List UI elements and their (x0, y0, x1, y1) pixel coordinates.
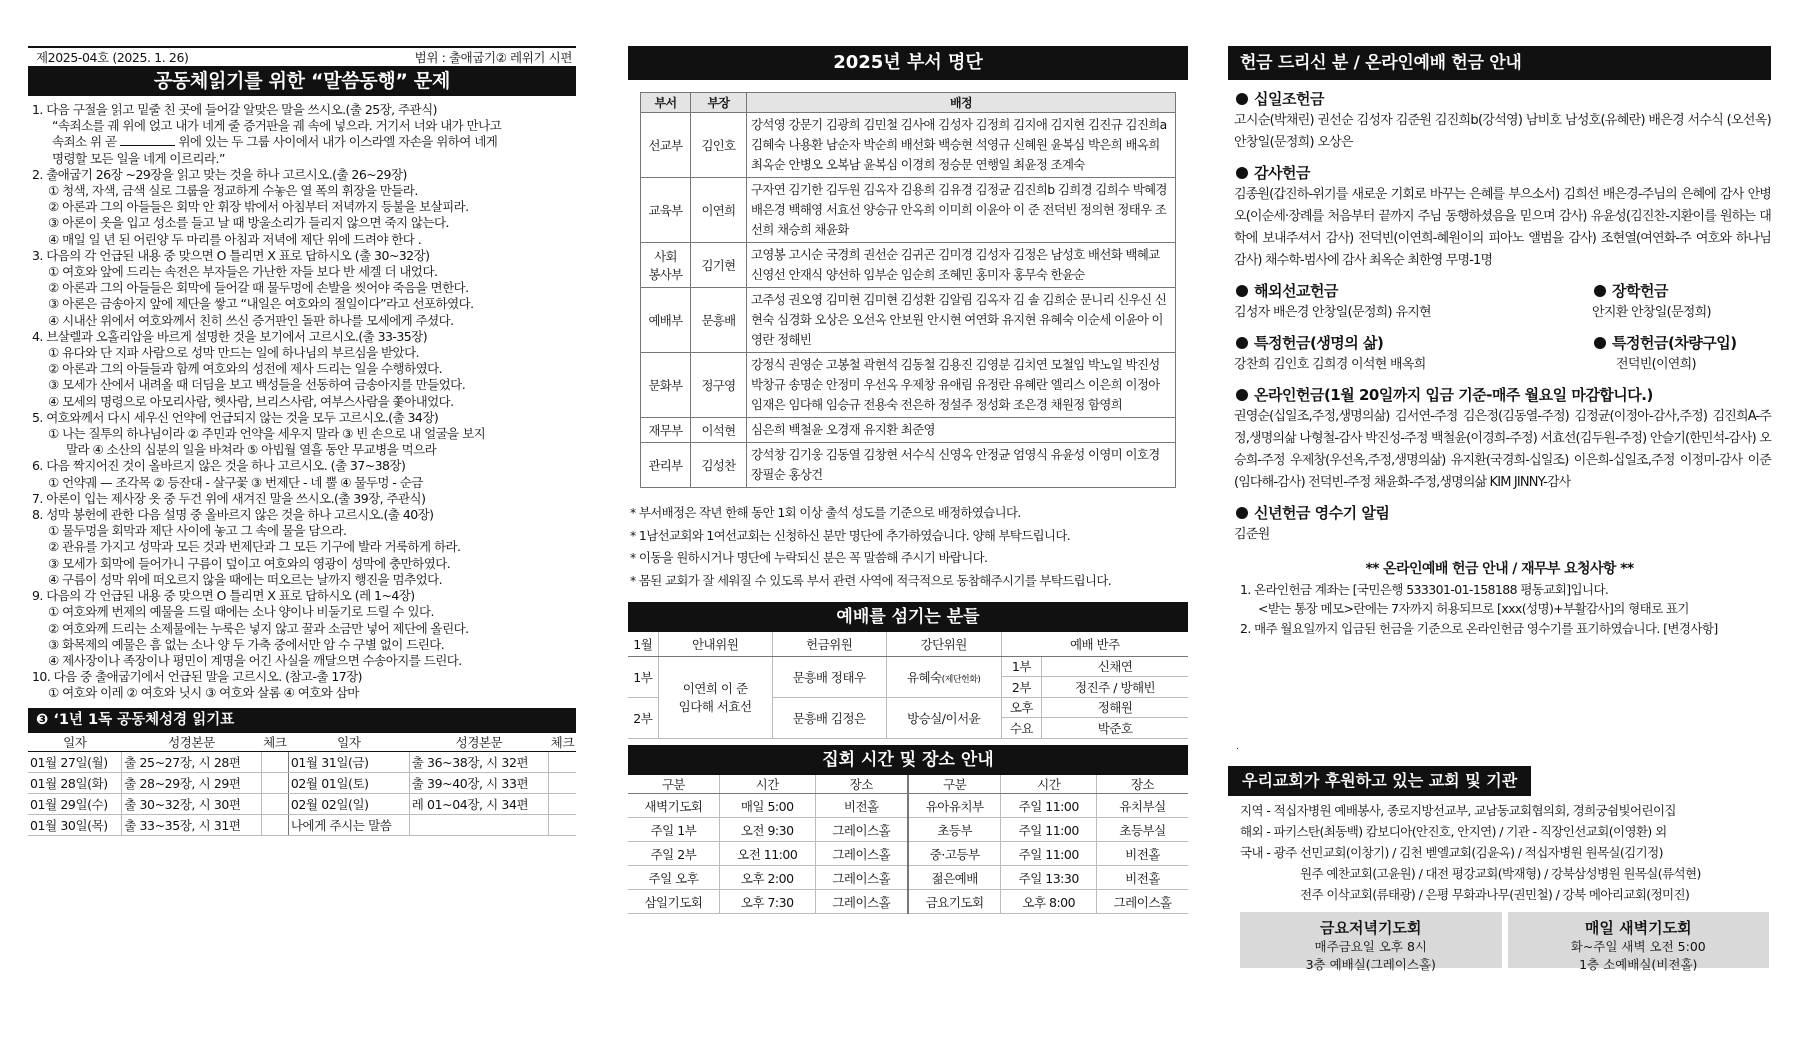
question-text: 5. 여호와께서 다시 세우신 언약에 언급되지 않는 것을 모두 고르시오.(출 34장) (32, 409, 439, 425)
dept-name: 예배부 (641, 288, 691, 353)
meeting-cell: 그레이스홀 (815, 842, 908, 866)
online-section (1228, 384, 1771, 494)
department-column (628, 46, 1188, 914)
issue-header (28, 46, 576, 66)
meeting-cell: 그레이스홀 (1097, 890, 1188, 914)
reading-cell: 02월 01일(토) (288, 772, 409, 793)
worship-header: 1월 (628, 632, 658, 656)
reading-plan-title: ❸ ‘1년 1독 공동체성경 읽기표 (28, 708, 576, 733)
reading-row (28, 793, 576, 814)
online-guide (1228, 560, 1771, 638)
meeting-cell: 비전홀 (815, 794, 908, 818)
note-line: * 몸된 교회가 잘 세워질 수 있도록 부서 관련 사역에 적극적으로 동참해주시기를 부탁드립니다. (630, 572, 1112, 588)
dept-table (640, 92, 1176, 488)
question-option: ② 관유를 가지고 성막과 모든 것과 번제단과 그 모든 기구에 발라 거룩하게 하라. (48, 539, 461, 555)
acc-value: 박준호 (1097, 720, 1133, 736)
question-option: ① 청색, 자색, 금색 실로 그룹을 정교하게 수놓은 열 폭의 휘장을 만들라. (48, 183, 418, 199)
meeting-cell: 주일 13:30 (1001, 866, 1097, 890)
vehicle-heading: 특정헌금(차량구입) (1612, 334, 1737, 352)
question-option: ④ 모세의 명령으로 아모리사람, 헷사람, 브리스사람, 여부스사람을 쫓아내었다. (48, 393, 454, 409)
meeting-header: 장소 (1097, 775, 1188, 794)
meeting-cell: 그레이스홀 (815, 890, 908, 914)
reading-header: 일자 (28, 733, 122, 752)
dept-members: 고영봉 고시순 국경희 권선순 김귀곤 김미경 김성자 김정은 남성호 배선화 백혜교 신영선 안재식 양선하 임부순 임순희 조혜민 홍미자 홍무숙 한윤순 (747, 243, 1176, 288)
online-guide-1: 1. 온라인헌금 계좌는 [국민은행 533301-01-158188 평동교회]입니다. (1240, 581, 1609, 597)
question-option: ④ 구름이 성막 위에 떠오르지 않을 때에는 떠오르는 날까지 행진을 멈추었다. (48, 571, 443, 587)
dept-row (641, 113, 1176, 178)
support-line: 해외 - 파키스탄(최동백) 캄보디아(안진호, 안지연) / 기관 - 직장인선교회(이영환) 외 (1240, 824, 1667, 839)
reading-cell (261, 751, 288, 772)
issue-number: 제2025-04호 (2025. 1. 26) (36, 50, 189, 65)
altar-name: 방승실/이서윤 (907, 710, 981, 726)
acc-key: 수요 (1002, 718, 1042, 738)
dawn-prayer-box (1508, 912, 1770, 972)
question-passage-line (28, 134, 576, 150)
dept-notes (630, 502, 1188, 592)
online-guide-1b: <받는 통장 메모>란에는 7자까지 허용되므로 [xxx(성명)+부활감사]의 형태로 표기 (1258, 601, 1689, 616)
thanks-heading: 감사헌금 (1254, 164, 1310, 182)
dawn-prayer-time: 화~주일 새벽 오전 5:00 (1570, 939, 1706, 954)
meeting-cell: 그레이스홀 (815, 866, 908, 890)
worship-header: 헌금위원 (772, 632, 886, 656)
bullet-icon (1594, 337, 1606, 349)
reading-header: 성경본문 (409, 733, 548, 752)
dept-members: 강석창 김기웅 김동열 김창현 서수식 신영옥 안정균 엄영식 유윤성 이영미 이호경 장필순 홍상건 (747, 443, 1176, 488)
dept-name: 재무부 (641, 418, 691, 443)
question-option: ① 나는 질투의 하나님이라 ② 주민과 언약을 세우지 말라 ③ 빈 손으로 내 얼굴을 보지 (48, 426, 486, 442)
dept-name: 사회 봉사부 (641, 243, 691, 288)
meeting-row (628, 794, 1188, 818)
tithe-section (1228, 88, 1771, 154)
quiz-column (28, 46, 576, 836)
worship-altar (886, 656, 1001, 697)
dept-members: 심은희 백철윤 오경재 유지환 최준영 (747, 418, 1176, 443)
meeting-cell: 오전 11:00 (719, 842, 815, 866)
dept-row (641, 443, 1176, 488)
reading-cell (549, 793, 576, 814)
reading-cell: 01월 31일(금) (288, 751, 409, 772)
online-heading: 온라인헌금(1월 20일까지 입금 기준-매주 월요일 마감합니다.) (1254, 386, 1653, 404)
dept-leader: 김기현 (691, 243, 747, 288)
question-text: 10. 다음 중 출애굽기에서 언급된 말을 고르시오. (참고-출 17장) (32, 669, 363, 685)
friday-prayer-title: 금요저녁기도회 (1320, 919, 1422, 937)
mission-names: 김성자 배은경 안창일(문정희) 유지현 (1234, 305, 1431, 320)
question-text: 2. 출애굽기 26장 ~29장을 읽고 맞는 것을 하나 고르시오.(출 26~29장) (32, 166, 407, 182)
meeting-cell: 주일 오후 (628, 866, 719, 890)
reading-cell: 01월 30일(목) (28, 814, 122, 835)
meeting-cell: 오후 7:30 (719, 890, 815, 914)
issue-range: 범위 : 출애굽기② 레위기 시편 (414, 50, 572, 65)
meeting-cell: 비전홀 (1097, 842, 1188, 866)
question-option: ② 아론과 그의 아들들은 회막에 들어갈 때 물두멍에 손발을 씻어야 죽음을 면한다. (48, 280, 469, 296)
special-heading: 특정헌금(생명의 삶) (1254, 334, 1384, 352)
reading-cell: 출 36~38장, 시 32편 (409, 751, 548, 772)
question-text: 1. 다음 구절을 읽고 밑줄 친 곳에 들어갈 알맞은 말을 쓰시오.(출 25장, 주관식) (32, 102, 437, 117)
meeting-cell: 주일 11:00 (1001, 842, 1097, 866)
prayer-boxes (1240, 912, 1769, 972)
question-text: 3. 다음의 각 언급된 내용 중 맞으면 O 틀리면 X 표로 답하시오 (출 30~32장) (32, 247, 430, 263)
meeting-cell: 초등부실 (1097, 818, 1188, 842)
reading-cell: 출 30~32장, 시 30편 (122, 793, 261, 814)
special-names: 강찬희 김인호 김희경 이석현 배옥희 (1234, 357, 1426, 372)
question-option: ③ 아론은 금송아지 앞에 제단을 쌓고 “내일은 여호와의 절일이다”라고 선포하였다. (48, 296, 474, 312)
dept-header: 부장 (691, 93, 747, 113)
question-option: ① 여호와께 번제의 예물을 드릴 때에는 소나 양이나 비둘기로 드릴 수 있다. (48, 604, 434, 620)
scholar-heading: 장학헌금 (1612, 282, 1668, 300)
worship-header: 안내위원 (658, 632, 772, 656)
question-option: ④ 제사장이나 족장이나 평민이 계명을 어긴 사실을 깨달으면 수송아지를 드린다. (48, 652, 462, 668)
dept-name: 선교부 (641, 113, 691, 178)
acc-key: 2부 (1002, 677, 1042, 697)
reading-cell (261, 793, 288, 814)
acc-value: 신채연 (1042, 657, 1188, 677)
meeting-cell: 매일 5:00 (719, 794, 815, 818)
question-text: 7. 아론이 입는 제사장 옷 중 두건 위에 새겨진 말을 쓰시오.(출 39장, 주관식) (32, 490, 426, 506)
acc-key: 1부 (1002, 657, 1042, 677)
question-option: ① 언약궤 — 조각목 ② 등잔대 - 살구꽃 ③ 번제단 - 네 뿔 ④ 물두멍 - 순금 (48, 474, 423, 490)
friday-prayer-time: 매주금요일 오후 8시 (1314, 939, 1427, 954)
meeting-table (628, 775, 1188, 915)
newyear-names: 김준원 (1234, 527, 1270, 542)
meeting-cell: 그레이스홀 (815, 818, 908, 842)
meeting-header: 구분 (908, 775, 1001, 794)
dept-members: 구자연 김기한 김두원 김옥자 김용희 김유경 김정균 김진희b 김희경 김희수 박혜경 배은경 백해영 서효선 양승규 안옥희 이미희 이윤아 이 준 전덕빈 정의현 정태우 조선희 채승희 채윤화 (747, 178, 1176, 243)
bullet-icon (1594, 285, 1606, 297)
reading-cell: 01월 29일(수) (28, 793, 122, 814)
mission-heading: 해외선교헌금 (1254, 282, 1338, 300)
meeting-title: 집회 시간 및 장소 안내 (628, 745, 1188, 775)
dept-leader: 정구영 (691, 353, 747, 418)
reading-header: 체크 (263, 734, 287, 750)
question-option: ① 여호와 앞에 드리는 속전은 부자들은 가난한 자들 보다 반 세겔 더 내었다. (48, 264, 438, 280)
meeting-cell: 주일 11:00 (1001, 818, 1097, 842)
tithe-heading: 십일조헌금 (1254, 90, 1324, 108)
reading-header: 성경본문 (122, 733, 261, 752)
dept-leader: 김인호 (691, 113, 747, 178)
stray-dot: . (1236, 742, 1239, 752)
acc-value: 정진주 / 방해빈 (1075, 679, 1156, 695)
meeting-cell: 초등부 (908, 818, 1001, 842)
worship-header: 강단위원 (886, 632, 1001, 656)
thanks-names: 김종원(갑진하-위기를 새로운 기회로 바꾸는 은혜를 부으소서) 김희선 배은경-주님의 은혜에 감사 안병오(이순세·장례를 처음부터 끝까지 주님 동행하셨음을 믿으며 감사) 유윤성(김진찬-지환이를 원하는 대학에 보내주셔서 감사) 전덕빈(이연희-혜원이의 피아노 앨범을 감사) 조현열(여연화-주 여호와 하나님 감사) 채수학-범사에 감사 최옥순 최한영 무명-1명 (1234, 187, 1771, 268)
question-option: ④ 매일 일 년 된 어린양 두 마리를 아침과 저녁에 제단 위에 드려야 한다 . (48, 231, 422, 247)
note-line: * 이동을 원하시거나 명단에 누락되신 분은 꼭 말씀해 주시기 바랍니다. (630, 550, 988, 565)
worship-row (628, 656, 1188, 697)
worship-guide (658, 656, 772, 738)
online-names: 권영순(십일조,주정,생명의삶) 김서연-주정 김은정(김동열-주정) 김정균(이정아-감사,주정) 김진희A-주정,생명의삶 나형철-감사 박진성-주정 백철윤(이경희-주정) 서효선(김두원-주정) 안슬기(한민석-감사) 오승희-주정 우제창(우선옥,주정,생명의삶) 유지환(국경희-십일조) 이은희-십일조,주정 이정미-감사 이준(임다해-감사) 전덕빈-주정 채윤화-주정,생명의삶 KIM JINNY-감사 (1234, 409, 1771, 490)
dept-members: 강정식 권영순 고봉철 곽현석 김동철 김용진 김영분 김치연 모철임 박노일 박진성 박창규 송명순 안정미 우선옥 우제창 유애림 유정란 유혜란 엘리스 이은희 이정아 임재은 임다해 임승규 전용숙 전은하 정설주 정성화 조은경 채원정 함영희 (747, 353, 1176, 418)
dept-leader: 김성찬 (691, 443, 747, 488)
meeting-cell: 비전홀 (1097, 866, 1188, 890)
meeting-header: 장소 (815, 775, 908, 794)
reading-cell: 출 25~27장, 시 28편 (122, 751, 261, 772)
guide-name: 임다해 서효선 (678, 699, 752, 714)
dept-header: 부서 (641, 93, 691, 113)
reading-header: 일자 (288, 733, 409, 752)
question-option: ③ 아론이 옷을 입고 성소를 들고 날 때 방울소리가 들리지 않으면 죽지 않는다. (48, 215, 449, 231)
dept-members: 강석영 강문기 김광희 김민철 김사애 김성자 김정희 김지애 김지현 김진규 김진희a 김혜숙 나용환 남순자 박순희 배선화 백승현 석영규 신혜원 윤복심 박은희 배옥희 최옥순 안병오 오복남 윤복심 이경희 정승문 연행일 최윤정 조계숙 (747, 113, 1176, 178)
reading-row (28, 772, 576, 793)
meeting-cell: 젊은예배 (908, 866, 1001, 890)
meeting-cell: 중·고등부 (908, 842, 1001, 866)
question-option: ③ 모세가 산에서 내려올 때 더딤을 보고 백성들을 선동하여 금송아지를 만들었다. (48, 377, 466, 393)
meeting-cell: 삼일기도회 (628, 890, 719, 914)
meeting-header: 시간 (719, 775, 815, 794)
worship-offering: 문흥배 김정은 (772, 697, 886, 738)
meeting-cell: 오전 9:30 (719, 818, 815, 842)
newyear-heading: 신년헌금 영수기 알림 (1254, 504, 1390, 522)
dept-row (641, 178, 1176, 243)
friday-prayer-place: 3층 예배실(그레이스홀) (1305, 957, 1436, 972)
dept-members: 고주성 권오영 김미현 김미현 김성환 김알림 김옥자 김 솔 김희순 문니리 신우신 신현숙 심경화 오상은 오선옥 안보원 안시현 여연화 유지현 유혜숙 이순세 이윤아 이영란 정해빈 (747, 288, 1176, 353)
dept-title: 2025년 부서 명단 (628, 46, 1188, 80)
question-text: 4. 브살렐과 오홀리압을 바르게 설명한 것을 보기에서 고르시오.(출 33-35장) (32, 328, 428, 344)
online-guide-2: 2. 매주 월요일까지 입금된 헌금을 기준으로 온라인헌금 영수기를 표기하였습니다. [변경사항] (1240, 620, 1718, 636)
worship-week: 1부 (628, 656, 658, 697)
meeting-row (628, 842, 1188, 866)
question-option: ① 여호와 이레 ② 여호와 닛시 ③ 여호와 살롬 ④ 여호와 삼마 (48, 685, 359, 701)
reading-header: 체크 (550, 734, 575, 750)
reading-cell: 01월 27일(월) (28, 751, 122, 772)
meeting-cell: 새벽기도회 (628, 794, 719, 818)
question-option: ② 아론과 그의 아들들은 회막 안 휘장 밖에서 아침부터 저녁까지 등불을 보살피라. (48, 199, 469, 215)
answer-blank (120, 134, 175, 146)
question-option: ③ 화목제의 예물은 흠 없는 소나 양 두 가축 중에서만 암 수 구별 없이 드린다. (48, 636, 445, 652)
newyear-section (1228, 502, 1771, 546)
worship-accompanist (1001, 656, 1188, 697)
meeting-cell: 주일 2부 (628, 842, 719, 866)
support-line: 지역 - 적십자병원 예배봉사, 종로지방선교부, 교남동교회협의회, 경희궁쉼빛어린이집 (1240, 803, 1676, 818)
altar-note: (제단헌화) (941, 674, 981, 685)
support-line: 전주 이삭교회(류태광) / 은평 무화과나무(권민철) / 강북 메아리교회(정미진) (1300, 887, 1690, 902)
tithe-names: 고시순(박채린) 권선순 김성자 김준원 김진희b(강석영) 남비호 남성호(유혜란) 배은경 서수식 (오선옥) 안창일(문정희) 오상은 (1234, 113, 1771, 150)
question-option: ① 유다와 단 지파 사람으로 성막 만드는 일에 하나님의 부르심을 받았다. (48, 345, 420, 361)
reading-cell: 출 28~29장, 시 29편 (122, 772, 261, 793)
bullet-icon (1236, 93, 1248, 105)
dept-row (641, 353, 1176, 418)
bullet-icon (1236, 507, 1248, 519)
dept-header: 배정 (747, 93, 1176, 113)
quiz-title: 공동체읽기를 위한 “말씀동행” 문제 (28, 66, 576, 96)
question-passage-line: 명령할 모든 일을 네게 이르리라.” (52, 150, 225, 166)
meeting-cell: 주일 1부 (628, 818, 719, 842)
acc-key: 오후 (1002, 698, 1042, 718)
support-list (1228, 800, 1771, 905)
dept-leader: 이연희 (691, 178, 747, 243)
note-line: * 부서배정은 작년 한해 동안 1회 이상 출석 성도를 기준으로 배정하였습니다. (630, 505, 1021, 520)
altar-name: 유혜숙 (906, 669, 942, 685)
dept-row (641, 288, 1176, 353)
bullet-icon (1236, 337, 1248, 349)
meeting-row (628, 818, 1188, 842)
reading-cell (409, 814, 548, 835)
reading-row (28, 814, 576, 835)
mission-scholar-row (1228, 280, 1771, 324)
dawn-prayer-title: 매일 새벽기도회 (1584, 919, 1692, 937)
dept-row (641, 243, 1176, 288)
support-line: 원주 예찬교회(고윤원) / 대전 평강교회(박재형) / 강북삼성병원 원목실(류석현) (1300, 866, 1701, 881)
note-line: * 1남선교회와 1여선교회는 신청하신 분만 명단에 추가하였습니다. 양해 부탁드립니다. (630, 527, 1071, 543)
dept-name: 문화부 (641, 353, 691, 418)
meeting-cell: 오후 2:00 (719, 866, 815, 890)
question-option: ④ 시내산 위에서 여호와께서 친히 쓰신 증거판인 돌판 하나를 모세에게 주셨다. (48, 312, 454, 328)
question-option: 말라 ④ 소산의 십분의 일을 바쳐라 ⑤ 아빕월 열흘 동안 무교병을 먹으라 (66, 442, 437, 458)
meeting-cell: 유치부실 (1097, 794, 1188, 818)
offering-column (1228, 46, 1771, 972)
bullet-icon (1236, 167, 1248, 179)
acc-value: 정해원 (1042, 698, 1188, 718)
question-option: ① 물두멍을 회막과 제단 사이에 놓고 그 속에 물을 담으라. (48, 523, 347, 539)
online-guide-heading: ** 온라인예배 헌금 안내 / 재무부 요청사항 ** (1365, 561, 1634, 577)
dept-leader: 문흥배 (691, 288, 747, 353)
meeting-cell: 주일 11:00 (1001, 794, 1097, 818)
question-text: 9. 다음의 각 언급된 내용 중 맞으면 O 틀리면 X 표로 답하시오 (레 1~4장) (32, 588, 415, 604)
worship-table (628, 632, 1188, 739)
reading-cell (549, 814, 576, 835)
reading-cell: 출 39~40장, 시 33편 (409, 772, 548, 793)
reading-cell: 레 01~04장, 시 34편 (409, 793, 548, 814)
meeting-cell: 오후 8:00 (1001, 890, 1097, 914)
reading-cell: 출 33~35장, 시 31편 (122, 814, 261, 835)
offering-title: 헌금 드리신 분 / 온라인예배 헌금 안내 (1228, 46, 1771, 80)
thanks-section (1228, 162, 1771, 272)
dept-row (641, 418, 1176, 443)
worship-title: 예배를 섬기는 분들 (628, 602, 1188, 632)
meeting-row (628, 866, 1188, 890)
bullet-icon (1236, 389, 1248, 401)
question-option: ② 아론과 그의 아들들과 함께 여호와의 성전에 제사 드리는 일을 수행하였다. (48, 361, 443, 377)
dept-name: 교육부 (641, 178, 691, 243)
dept-name: 관리부 (641, 443, 691, 488)
meeting-cell: 금요기도회 (908, 890, 1001, 914)
question-option: ② 여호와께 드리는 소제물에는 누룩은 넣지 않고 꿀과 소금만 넣어 제단에 올린다. (48, 620, 469, 636)
worship-week: 2부 (628, 697, 658, 738)
question-text: 8. 성막 봉헌에 관한 다음 설명 중 올바르지 않은 것을 하나 고르시오.(출 40장) (32, 507, 434, 523)
support-section (1228, 766, 1771, 905)
passage-text: 속죄소 위 곧 (52, 134, 117, 150)
reading-cell (549, 751, 576, 772)
question-passage-line: “속죄소를 궤 위에 얹고 내가 네게 줄 증거판을 궤 속에 넣으라. 거기서 너와 내가 만나고 (52, 118, 502, 134)
vehicle-names: 전덕빈(이연희) (1616, 357, 1696, 372)
worship-header: 예배 반주 (1001, 632, 1188, 656)
special-row (1228, 332, 1771, 376)
meeting-header: 구분 (628, 775, 719, 794)
reading-row (28, 751, 576, 772)
reading-cell: 02월 02일(일) (288, 793, 409, 814)
support-heading: 우리교회가 후원하고 있는 교회 및 기관 (1228, 766, 1531, 796)
reading-cell: 나에게 주시는 말씀 (288, 814, 409, 835)
reading-plan-table (28, 733, 576, 836)
question-option: ③ 모세가 회막에 들어가니 구름이 덮이고 여호와의 영광이 성막에 충만하였다. (48, 555, 451, 571)
friday-prayer-box (1240, 912, 1502, 972)
worship-accompanist (1001, 697, 1188, 738)
meeting-cell: 유아유치부 (908, 794, 1001, 818)
question-text: 6. 다음 짝지어진 것이 올바르지 않은 것을 하나 고르시오. (출 37~38장) (32, 458, 406, 474)
support-line: 국내 - 광주 선민교회(이창기) / 김천 벧엘교회(김윤옥) / 적십자병원 원목실(김기정) (1240, 845, 1663, 860)
bullet-icon (1236, 285, 1248, 297)
scholar-names: 안지환 안창일(문정희) (1592, 305, 1711, 320)
reading-cell (261, 814, 288, 835)
reading-cell (261, 772, 288, 793)
worship-altar (886, 697, 1001, 738)
reading-cell: 01월 28일(화) (28, 772, 122, 793)
guide-name: 이연희 이 준 (682, 681, 748, 696)
passage-text: 위에 있는 두 그룹 사이에서 내가 이스라엘 자손을 위하여 네게 (178, 134, 498, 150)
reading-cell (549, 772, 576, 793)
meeting-row (628, 890, 1188, 914)
dawn-prayer-place: 1층 소예배실(비전홀) (1579, 957, 1698, 972)
meeting-header: 시간 (1001, 775, 1097, 794)
worship-offering: 문흥배 정태우 (772, 656, 886, 697)
dept-leader: 이석현 (691, 418, 747, 443)
question-list (28, 102, 576, 702)
